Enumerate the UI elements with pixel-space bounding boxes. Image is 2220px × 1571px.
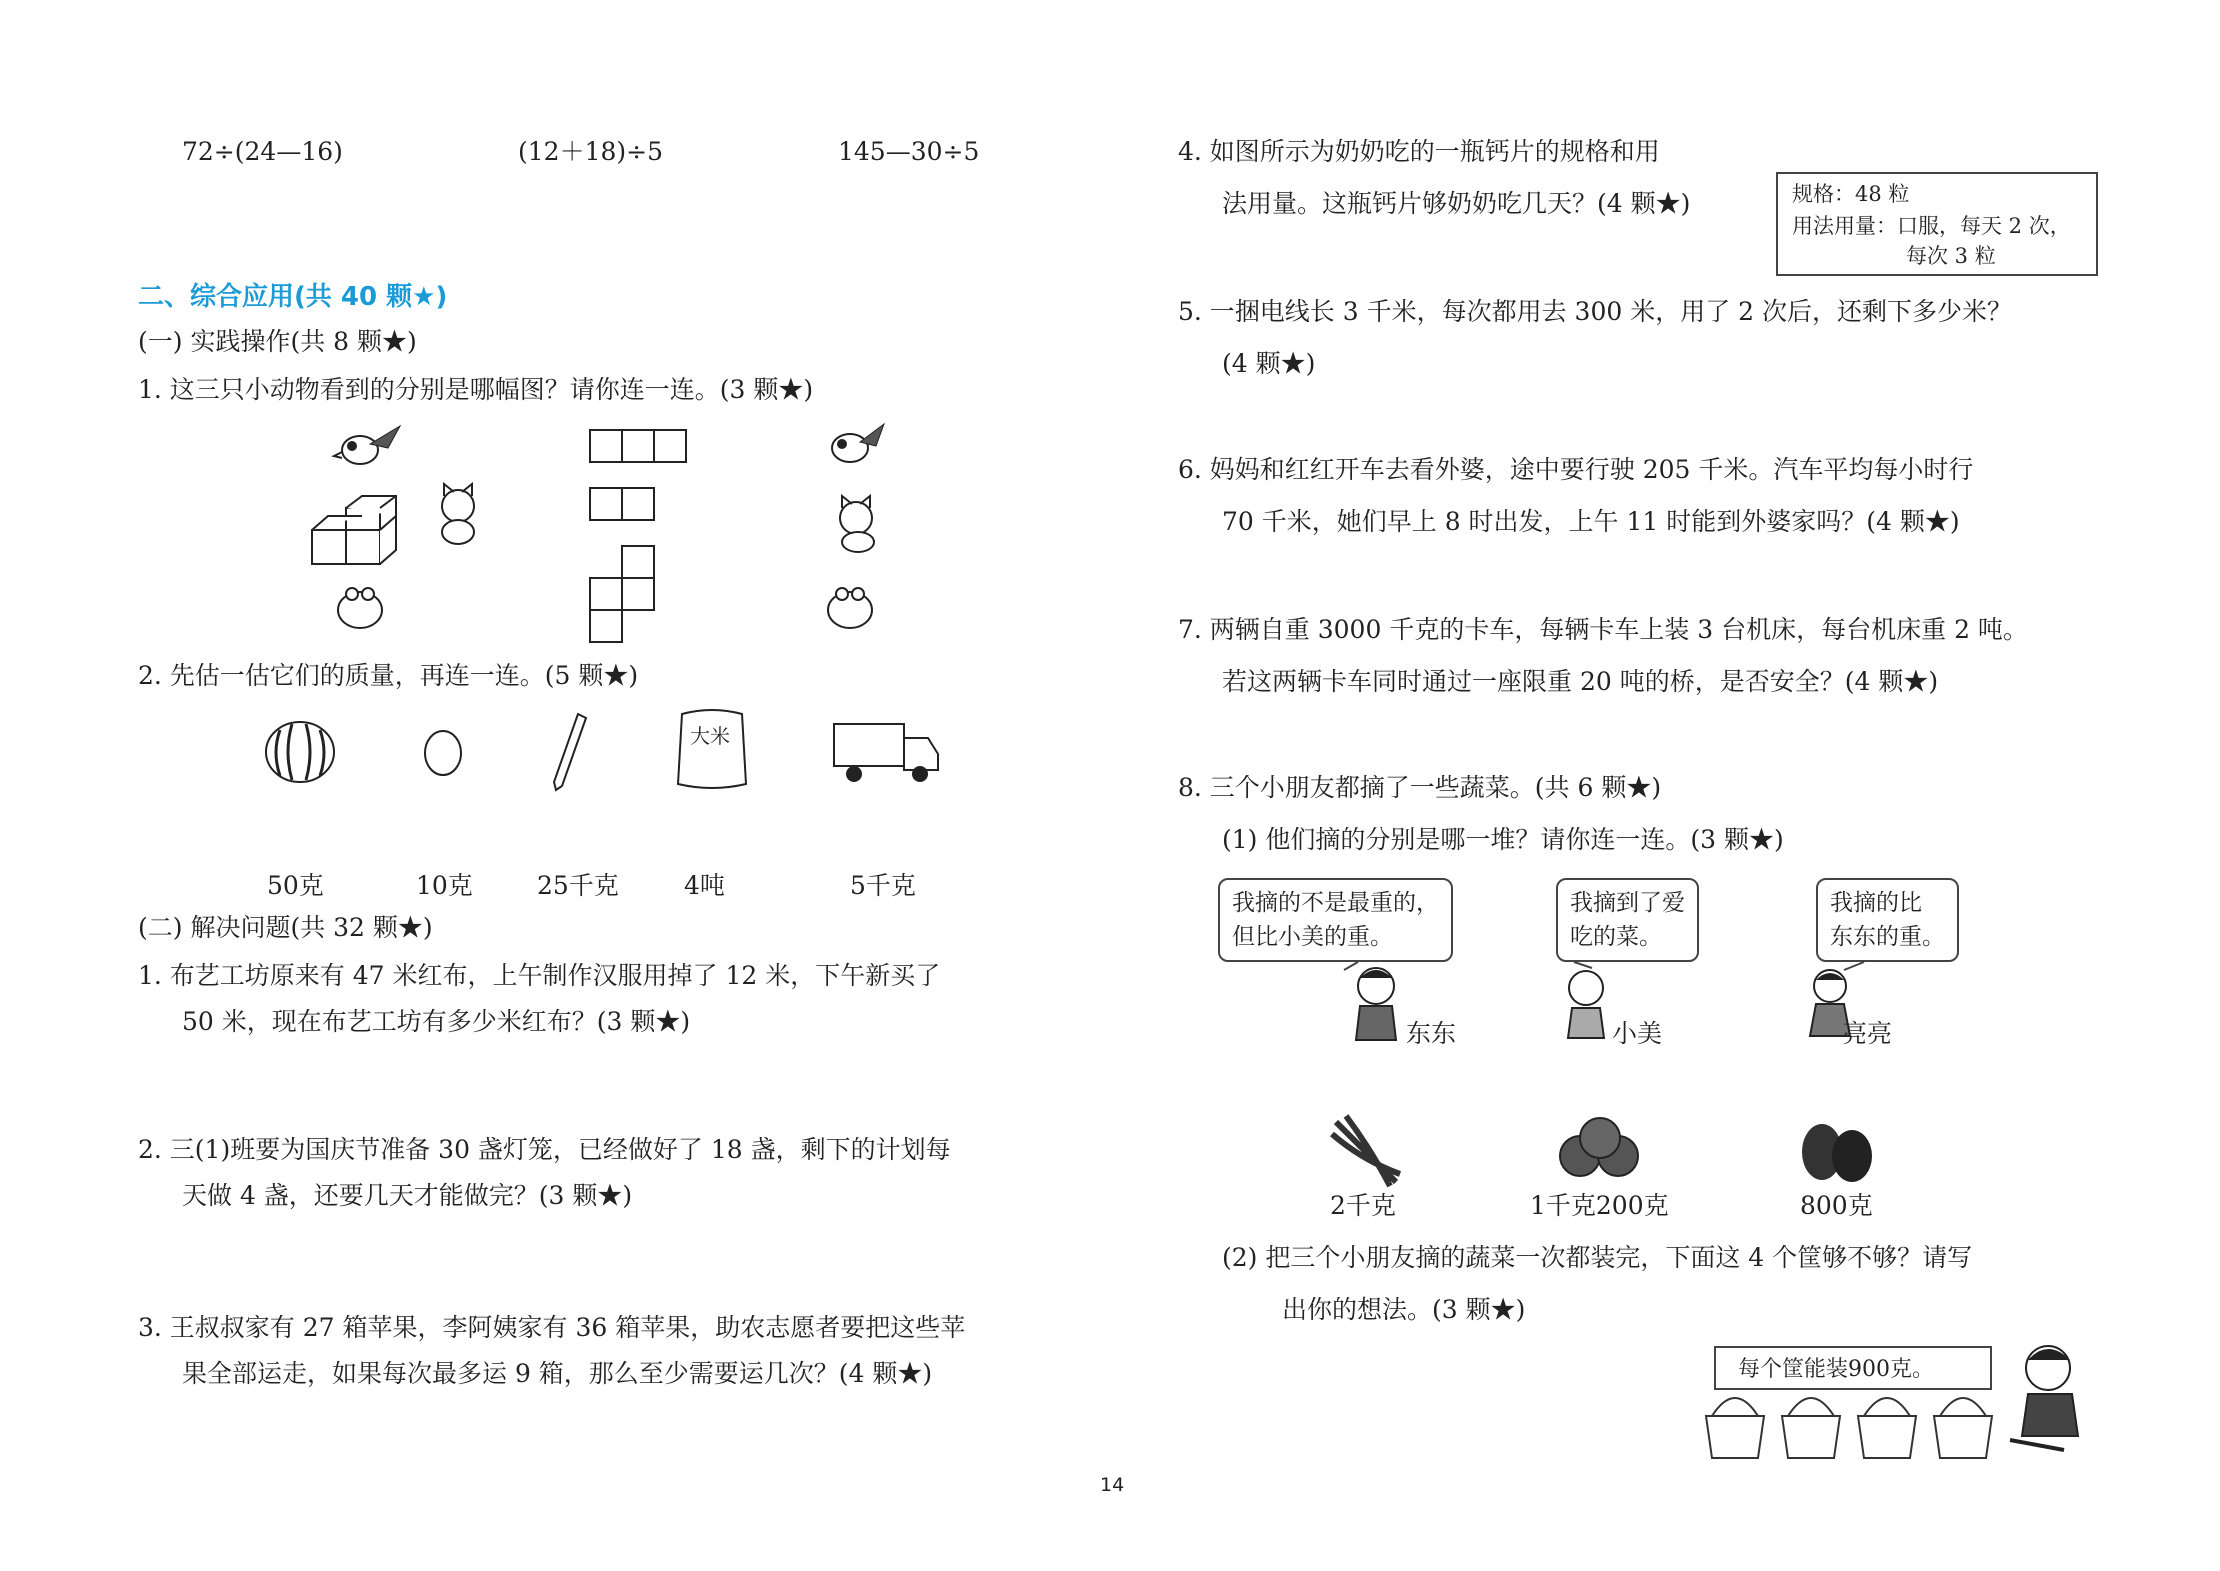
problem-8-2-line-2: 出你的想法。(3 颗★)	[1282, 1295, 1526, 1324]
frog-icon	[820, 582, 880, 632]
view-stair-squares	[588, 544, 658, 648]
basket-capacity-text: 每个筐能装900克。	[1738, 1357, 1934, 1382]
name-liangliang: 亮亮	[1842, 1019, 1893, 1048]
spec-line-1: 规格：48 粒	[1792, 182, 1910, 206]
q2-text: 2. 先估一估它们的质量，再连一连。(5 颗★)	[138, 661, 639, 690]
tomatoes-icon	[1556, 1116, 1646, 1186]
view-three-squares	[588, 428, 688, 468]
veg-weight-3: 800克	[1800, 1191, 1873, 1220]
calcium-spec-box	[1776, 172, 2098, 276]
reading-boy-icon	[2004, 1340, 2104, 1460]
problem-6-line-1: 6. 妈妈和红红开车去看外婆，途中要行驶 205 千米。汽车平均每小时行	[1178, 455, 1974, 484]
problem-1-line-1: 1. 布艺工坊原来有 47 米红布，上午制作汉服用掉了 12 米，下午新买了	[138, 961, 941, 990]
q1-text: 1. 这三只小动物看到的分别是哪幅图？请你连一连。(3 颗★)	[138, 375, 814, 404]
name-dongdong: 东东	[1406, 1019, 1457, 1048]
section-title: 二、综合应用(共 40 颗★)	[138, 282, 448, 312]
part2-heading: (二) 解决问题(共 32 颗★)	[138, 913, 433, 942]
problem-7-line-1: 7. 两辆自重 3000 千克的卡车，每辆卡车上装 3 台机床，每台机床重 2 吨。	[1178, 615, 2028, 644]
problem-5-line-2: (4 颗★)	[1222, 349, 1316, 378]
bird-icon	[330, 418, 410, 478]
frog-icon	[330, 582, 390, 632]
spec-line-2: 用法用量：口服，每天 2 次，	[1792, 214, 2071, 238]
expression-2: (12＋18)÷5	[518, 137, 663, 166]
expression-1: 72÷(24—16)	[182, 137, 343, 166]
spec-line-3: 每次 3 粒	[1906, 244, 1996, 268]
weight-label-3: 25千克	[537, 871, 619, 900]
weight-label-4: 4吨	[684, 871, 725, 900]
cat-icon	[828, 494, 888, 554]
veg-weight-2: 1千克200克	[1530, 1191, 1669, 1220]
problem-3-line-2: 果全部运走，如果每次最多运 9 箱，那么至少需要运几次？(4 颗★)	[182, 1359, 933, 1388]
cat-icon	[430, 484, 490, 548]
weight-label-1: 50克	[267, 871, 324, 900]
problem-3-line-1: 3. 王叔叔家有 27 箱苹果，李阿姨家有 36 箱苹果，助农志愿者要把这些苹	[138, 1313, 966, 1342]
name-xiaomei: 小美	[1612, 1019, 1663, 1048]
problem-5-line-1: 5. 一捆电线长 3 千米，每次都用去 300 米，用了 2 次后，还剩下多少米？	[1178, 297, 2013, 326]
bird-icon	[820, 418, 890, 468]
problem-2-line-2: 天做 4 盏，还要几天才能做完？(3 颗★)	[182, 1181, 633, 1210]
problem-4-line-1: 4. 如图所示为奶奶吃的一瓶钙片的规格和用	[1178, 137, 1660, 166]
speech-bubble-xiaomei: 我摘到了爱 吃的菜。	[1556, 878, 1699, 962]
veg-weight-1: 2千克	[1330, 1191, 1396, 1220]
eggplants-icon	[1792, 1116, 1882, 1186]
part1-heading: (一) 实践操作(共 8 颗★)	[138, 327, 417, 356]
rice-bag-label: 大米	[690, 724, 730, 748]
rice-bag-icon	[672, 706, 752, 792]
problem-4-line-2: 法用量。这瓶钙片够奶奶吃几天？(4 颗★)	[1222, 189, 1691, 218]
cubes-icon	[310, 494, 430, 574]
speech-bubble-dongdong: 我摘的不是最重的， 但比小美的重。	[1218, 878, 1453, 962]
weight-label-5: 5千克	[850, 871, 916, 900]
speech-bubble-liangliang: 我摘的比 东东的重。	[1816, 878, 1959, 962]
problem-6-line-2: 70 千米，她们早上 8 时出发，上午 11 时能到外婆家吗？(4 颗★)	[1222, 507, 1960, 536]
watermelon-icon	[262, 718, 338, 784]
expression-3: 145—30÷5	[838, 137, 980, 166]
page-number: 14	[1100, 1474, 1125, 1496]
problem-1-line-2: 50 米，现在布艺工坊有多少米红布？(3 颗★)	[182, 1007, 691, 1036]
problem-7-line-2: 若这两辆卡车同时通过一座限重 20 吨的桥，是否安全？(4 颗★)	[1222, 667, 1939, 696]
weight-label-2: 10克	[416, 871, 473, 900]
pencil-icon	[550, 712, 590, 792]
view-two-squares	[588, 486, 658, 526]
egg-icon	[420, 728, 466, 778]
problem-2-line-1: 2. 三(1)班要为国庆节准备 30 盏灯笼，已经做好了 18 盏，剩下的计划每	[138, 1135, 951, 1164]
problem-8-1-text: (1) 他们摘的分别是哪一堆？请你连一连。(3 颗★)	[1222, 825, 1784, 854]
problem-8-text: 8. 三个小朋友都摘了一些蔬菜。(共 6 颗★)	[1178, 773, 1662, 802]
four-baskets-icon	[1700, 1386, 2000, 1466]
problem-8-2-line-1: (2) 把三个小朋友摘的蔬菜一次都装完，下面这 4 个筐够不够？请写	[1222, 1243, 1973, 1272]
basket-capacity-note	[1714, 1346, 1992, 1390]
truck-icon	[832, 718, 942, 784]
green-beans-icon	[1326, 1112, 1406, 1192]
